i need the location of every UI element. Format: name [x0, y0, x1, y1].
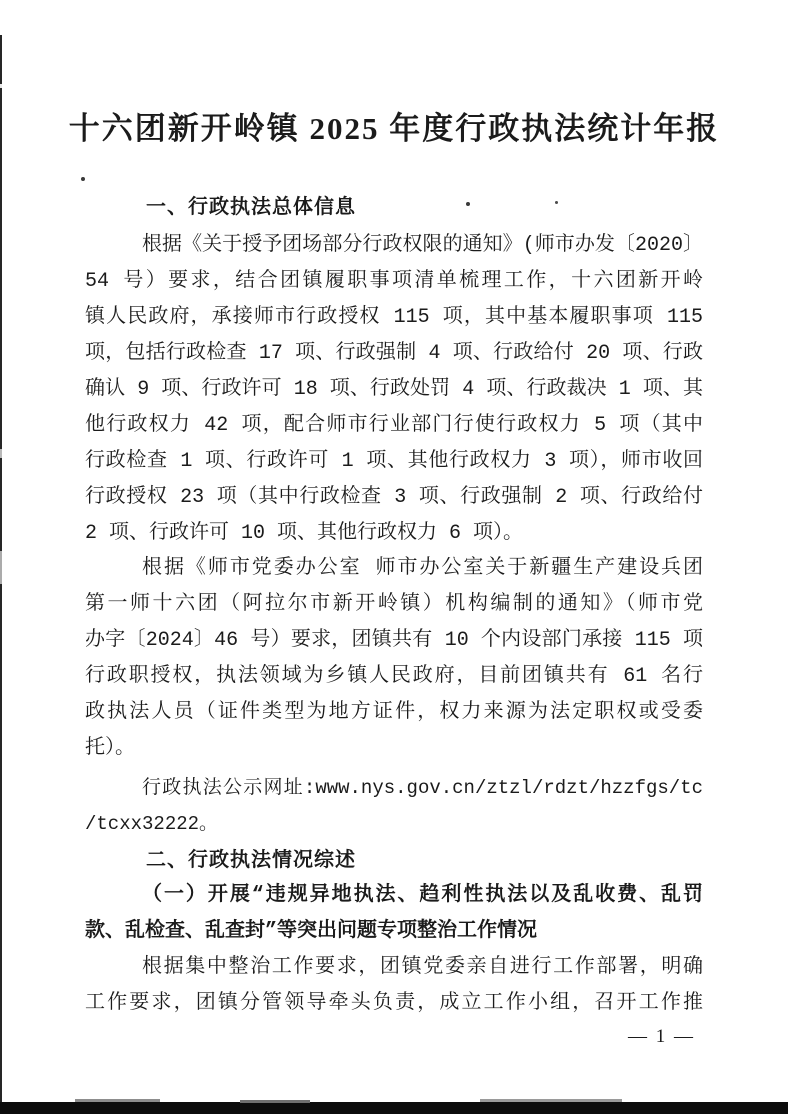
text-line: 工作要求，团镇分管领导牵头负责，成立工作小组，召开工作推: [85, 992, 703, 1015]
text-line: 政执法人员（证件类型为地方证件，权力来源为法定职权或受委: [85, 701, 703, 724]
scan-speck: [81, 177, 85, 181]
scan-left-edge-gap: [0, 84, 2, 88]
scan-speck: [466, 202, 470, 206]
text-line: /tcxx32222。: [85, 813, 219, 835]
section-1-heading: 一、行政执法总体信息: [146, 196, 356, 218]
scan-bottom-edge-notch: [480, 1099, 622, 1102]
text-line: 行政检查 1 项、行政许可 1 项、其他行政权力 3 项），师市收回: [85, 450, 703, 473]
text-line: 54 号）要求，结合团镇履职事项清单梳理工作，十六团新开岭: [85, 270, 703, 293]
text-line: 办字〔2024〕46 号）要求，团镇共有 10 个内设部门承接 115 项: [85, 629, 703, 652]
scan-left-edge-light-segment: [0, 449, 2, 458]
text-line: （一）开展“违规异地执法、趋利性执法以及乱收费、乱罚: [142, 884, 703, 907]
subsection-1-heading: [85, 878, 703, 950]
scan-bottom-edge-bar: [0, 1102, 788, 1114]
text-line: 行政授权 23 项（其中行政检查 3 项、行政强制 2 项、行政给付: [85, 486, 703, 509]
text-line: 他行政权力 42 项，配合师市行业部门行使行政权力 5 项（其中: [85, 414, 703, 437]
page-number: — 1 —: [628, 1026, 695, 1047]
paragraph-4: [85, 950, 703, 1022]
text-line: 项，包括行政检查 17 项、行政强制 4 项、行政给付 20 项、行政: [85, 342, 703, 365]
text-line: 确认 9 项、行政许可 18 项、行政处罚 4 项、行政裁决 1 项、其: [85, 378, 703, 401]
text-line: 行政职授权，执法领域为乡镇人民政府，目前团镇共有 61 名行: [85, 665, 703, 688]
document-title: 十六团新开岭镇 2025 年度行政执法统计年报: [68, 111, 720, 146]
text-line: 行政执法公示网址:www.nys.gov.cn/ztzl/rdzt/hzzfgs/tc: [142, 777, 703, 799]
scan-speck: [555, 201, 558, 204]
paragraph-1: [85, 228, 703, 552]
paragraph-2: [85, 551, 703, 767]
section-2-heading: 二、行政执法情况综述: [146, 849, 356, 871]
text-line: 根据《关于授予团场部分行政权限的通知》(师市办发〔2020〕: [142, 234, 703, 257]
text-line: 根据《师市党委办公室 师市办公室关于新疆生产建设兵团: [142, 557, 703, 580]
text-line: 款、乱检查、乱查封”等突出问题专项整治工作情况: [85, 920, 538, 943]
paragraph-3-public-url: [85, 770, 703, 842]
text-line: 根据集中整治工作要求，团镇党委亲自进行工作部署，明确: [142, 956, 703, 979]
text-line: 托）。: [85, 737, 135, 760]
scan-bottom-edge-notch: [75, 1099, 160, 1102]
scan-bottom-edge-notch: [240, 1100, 310, 1103]
text-line: 第一师十六团（阿拉尔市新开岭镇）机构编制的通知》（师市党: [85, 593, 703, 616]
text-line: 2 项、行政许可 10 项、其他行政权力 6 项）。: [85, 522, 524, 545]
text-line: 镇人民政府，承接师市行政授权 115 项，其中基本履职事项 115: [85, 306, 703, 329]
scan-left-edge-light-segment: [0, 551, 2, 584]
